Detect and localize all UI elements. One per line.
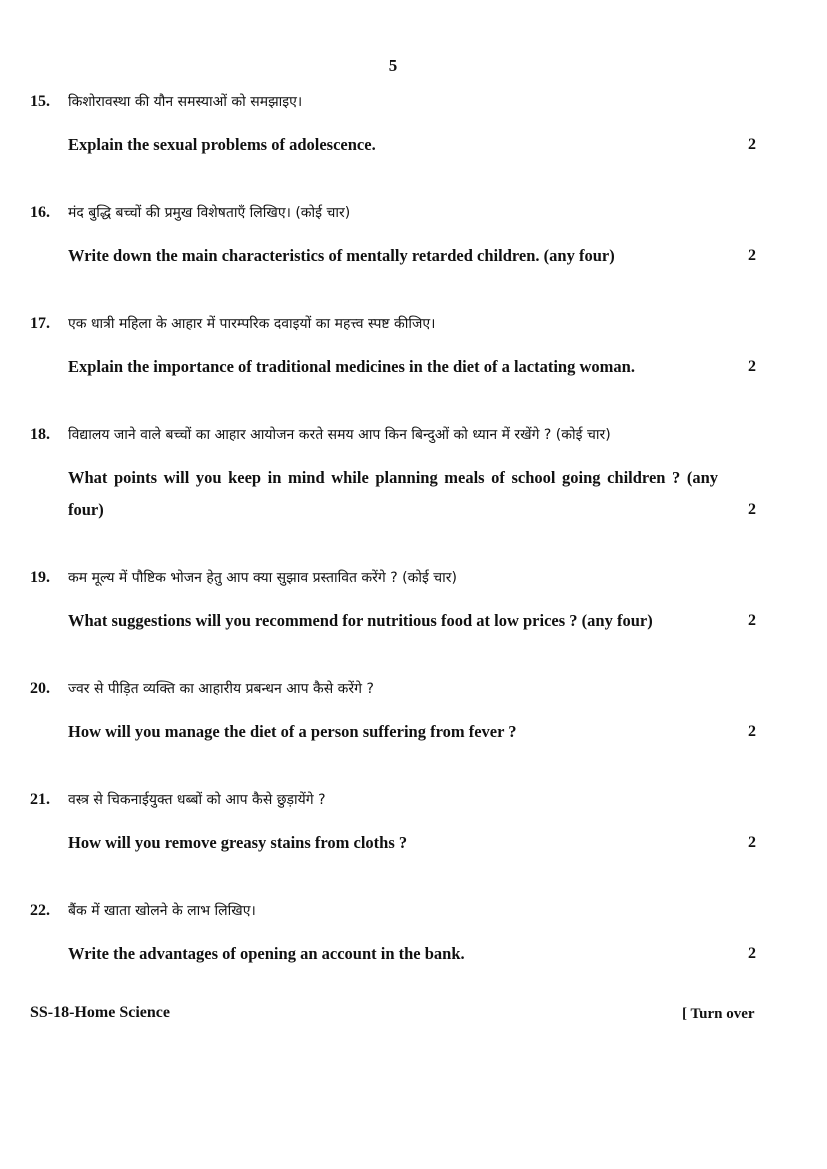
- question-number: 15.: [30, 93, 50, 110]
- english-emphasis: four: [616, 611, 648, 630]
- question-number: 21.: [30, 791, 50, 808]
- question-number: 19.: [30, 569, 50, 586]
- question-hindi-text: मंद बुद्धि बच्चों की प्रमुख विशेषताएँ लिखिए। (कोई चार): [68, 205, 351, 221]
- question-hindi-text: किशोरावस्था की यौन समस्याओं को समझाइए।: [68, 94, 303, 110]
- question-marks: 2: [748, 612, 756, 629]
- english-text-end: ): [647, 611, 653, 630]
- question-marks: 2: [748, 358, 756, 375]
- question-hindi-text: विद्यालय जाने वाले बच्चों का आहार आयोजन करते समय आप किन बिन्दुओं को ध्यान में रखेंगे ? (कोई चार): [68, 427, 611, 443]
- question-hindi-text: ज्वर से पीड़ित व्यक्ति का आहारीय प्रबन्धन आप कैसे करेंगे ?: [68, 681, 374, 697]
- question-number: 17.: [30, 315, 50, 332]
- question-english-text: [68, 827, 718, 859]
- english-text-end: ): [609, 246, 615, 265]
- english-emphasis: four: [578, 246, 610, 265]
- question-hindi-text: वस्त्र से चिकनाईयुक्त धब्बों को आप कैसे छुड़ायेंगे ?: [68, 792, 326, 808]
- question-english-text: [68, 240, 748, 272]
- english-text: How will you remove greasy stains from cloths ?: [68, 833, 408, 852]
- english-text: Write down the main characteristics of mentally retarded children. (any: [68, 246, 579, 265]
- question-marks: 2: [748, 723, 756, 740]
- question-hindi-text: बैंक में खाता खोलने के लाभ लिखिए।: [68, 903, 256, 919]
- question-english-text: [68, 129, 718, 161]
- english-text: Write the advantages of opening an account in the bank.: [68, 944, 465, 963]
- question-hindi-text: एक धात्री महिला के आहार में पारम्परिक दवाइयों का महत्त्व स्पष्ट कीजिए।: [68, 316, 436, 332]
- english-emphasis: four: [68, 500, 99, 519]
- question-hindi-text: कम मूल्य में पौष्टिक भोजन हेतु आप क्या सुझाव प्रस्तावित करेंगे ? (कोई चार): [68, 570, 457, 586]
- question-english-text: [68, 716, 718, 748]
- english-text: What points will you keep in mind while planning meals of school going children ? (any: [68, 468, 718, 487]
- question-marks: 2: [748, 136, 756, 153]
- english-text-end: ): [98, 500, 104, 519]
- question-english-text: [68, 462, 718, 526]
- question-marks: 2: [748, 945, 756, 962]
- question-marks: 2: [748, 247, 756, 264]
- english-text: Explain the sexual problems of adolescence.: [68, 135, 376, 154]
- question-number: 20.: [30, 680, 50, 697]
- question-english-text: [68, 938, 718, 970]
- question-marks: 2: [748, 501, 756, 518]
- question-number: 18.: [30, 426, 50, 443]
- turn-over-label: [ Turn over: [682, 1006, 755, 1022]
- english-text: Explain the importance of traditional medicines in the diet of a lactating woman.: [68, 357, 635, 376]
- question-english-text: [68, 605, 748, 637]
- question-number: 16.: [30, 204, 50, 221]
- question-number: 22.: [30, 902, 50, 919]
- paper-code: SS-18-Home Science: [30, 1004, 170, 1021]
- question-english-text: [68, 351, 748, 383]
- english-text: What suggestions will you recommend for nutritious food at low prices ? (any: [68, 611, 617, 630]
- question-marks: 2: [748, 834, 756, 851]
- english-text: How will you manage the diet of a person suffering from fever ?: [68, 722, 517, 741]
- page-number: 5: [388, 56, 398, 75]
